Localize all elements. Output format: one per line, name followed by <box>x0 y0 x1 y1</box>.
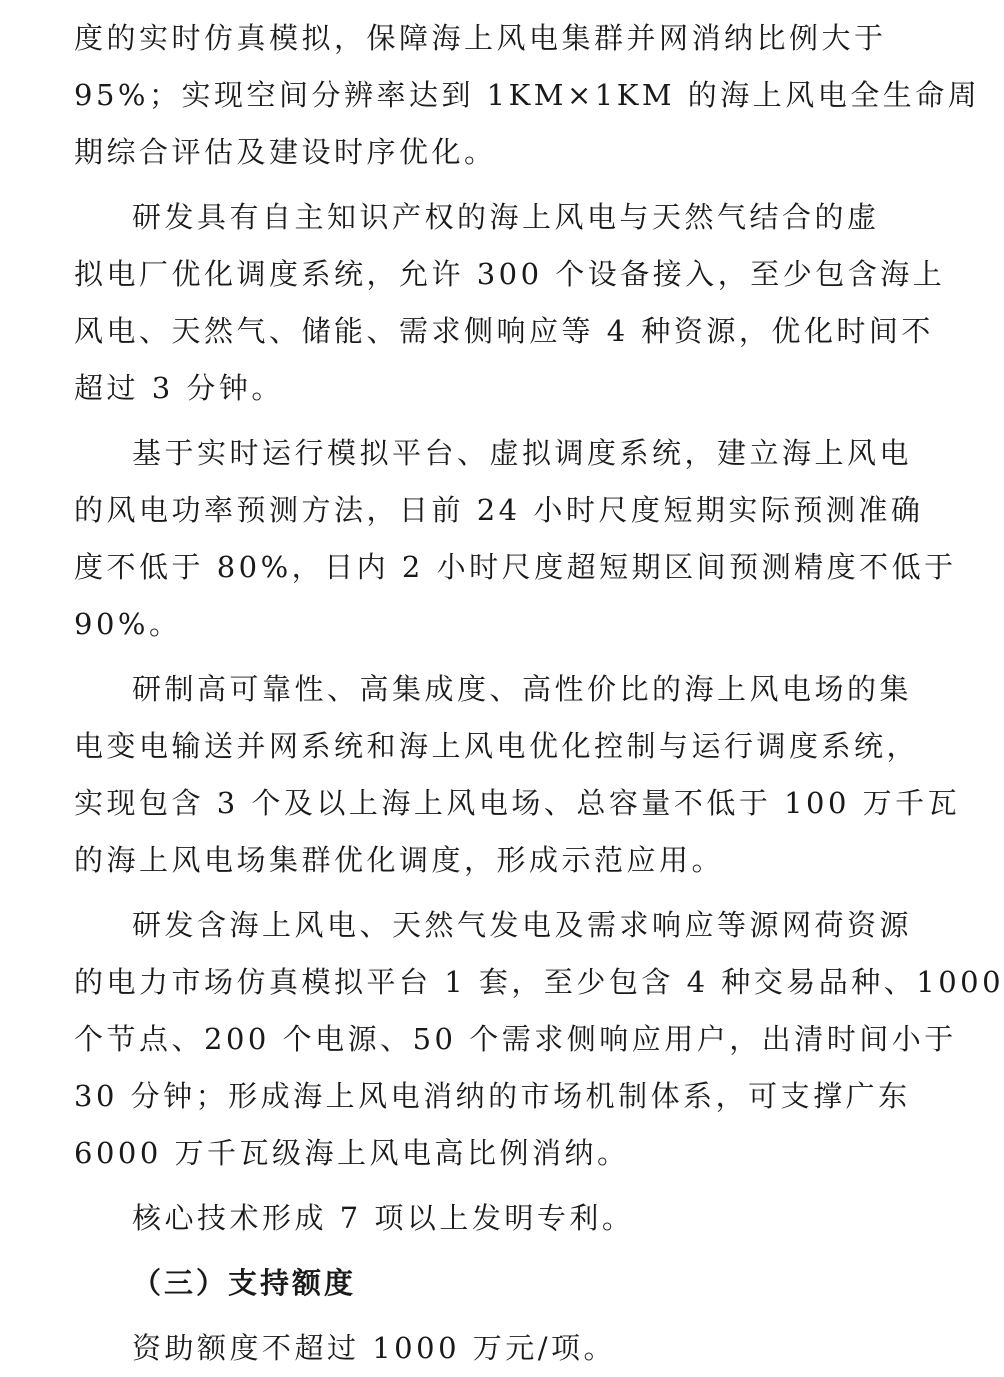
text-line: 度的实时仿真模拟，保障海上风电集群并网消纳比例大于 <box>74 21 887 55</box>
text-line: 基于实时运行模拟平台、虚拟调度系统，建立海上风电 <box>132 436 913 470</box>
text-line: 超过 3 分钟。 <box>74 371 284 405</box>
text-line: 研制高可靠性、高集成度、高性价比的海上风电场的集 <box>132 672 913 706</box>
text-line: 拟电厂优化调度系统，允许 300 个设备接入，至少包含海上 <box>74 257 946 291</box>
text-line: 研发含海上风电、天然气发电及需求响应等源网荷资源 <box>132 908 913 942</box>
text-line: 90%。 <box>74 607 182 641</box>
funding-paragraph: 资助额度不超过 1000 万元/项。 <box>132 1331 617 1365</box>
paragraph-continuation <box>74 10 981 181</box>
text-line: 核心技术形成 7 项以上发明专利。 <box>132 1201 635 1235</box>
text-line: 实现包含 3 个及以上海上风电场、总容量不低于 100 万千瓦 <box>74 786 961 820</box>
text-line: 个节点、200 个电源、50 个需求侧响应用户，出清时间小于 <box>74 1022 957 1056</box>
text-line: 度不低于 80%，日内 2 小时尺度超短期区间预测精度不低于 <box>74 550 957 584</box>
text-line: 电变电输送并网系统和海上风电优化控制与运行调度系统， <box>74 729 920 763</box>
text-line: 的海上风电场集群优化调度，形成示范应用。 <box>74 843 725 877</box>
paragraph-virtual-power-plant <box>74 189 946 417</box>
text-line: 95%；实现空间分辨率达到 1KM×1KM 的海上风电全生命周 <box>74 78 981 112</box>
paragraph-power-forecast <box>74 425 957 653</box>
text-line: 的电力市场仿真模拟平台 1 套，至少包含 4 种交易品种、1000 <box>74 965 1004 999</box>
paragraph-patents <box>74 1190 830 1247</box>
paragraph-market-simulation <box>74 897 1004 1182</box>
text-line: 的风电功率预测方法，日前 24 小时尺度短期实际预测准确 <box>74 493 924 527</box>
document-page <box>74 10 1004 1377</box>
section-heading: （三）支持额度 <box>132 1266 357 1300</box>
text-line: 期综合评估及建设时序优化。 <box>74 135 497 169</box>
text-line: 30 分钟；形成海上风电消纳的市场机制体系，可支撑广东 <box>74 1079 911 1113</box>
paragraph-grid-connection <box>74 661 961 889</box>
text-line: 风电、天然气、储能、需求侧响应等 4 种资源，优化时间不 <box>74 314 934 348</box>
text-line: 研发具有自主知识产权的海上风电与天然气结合的虚 <box>132 200 880 234</box>
text-line: 6000 万千瓦级海上风电高比例消纳。 <box>74 1136 630 1170</box>
